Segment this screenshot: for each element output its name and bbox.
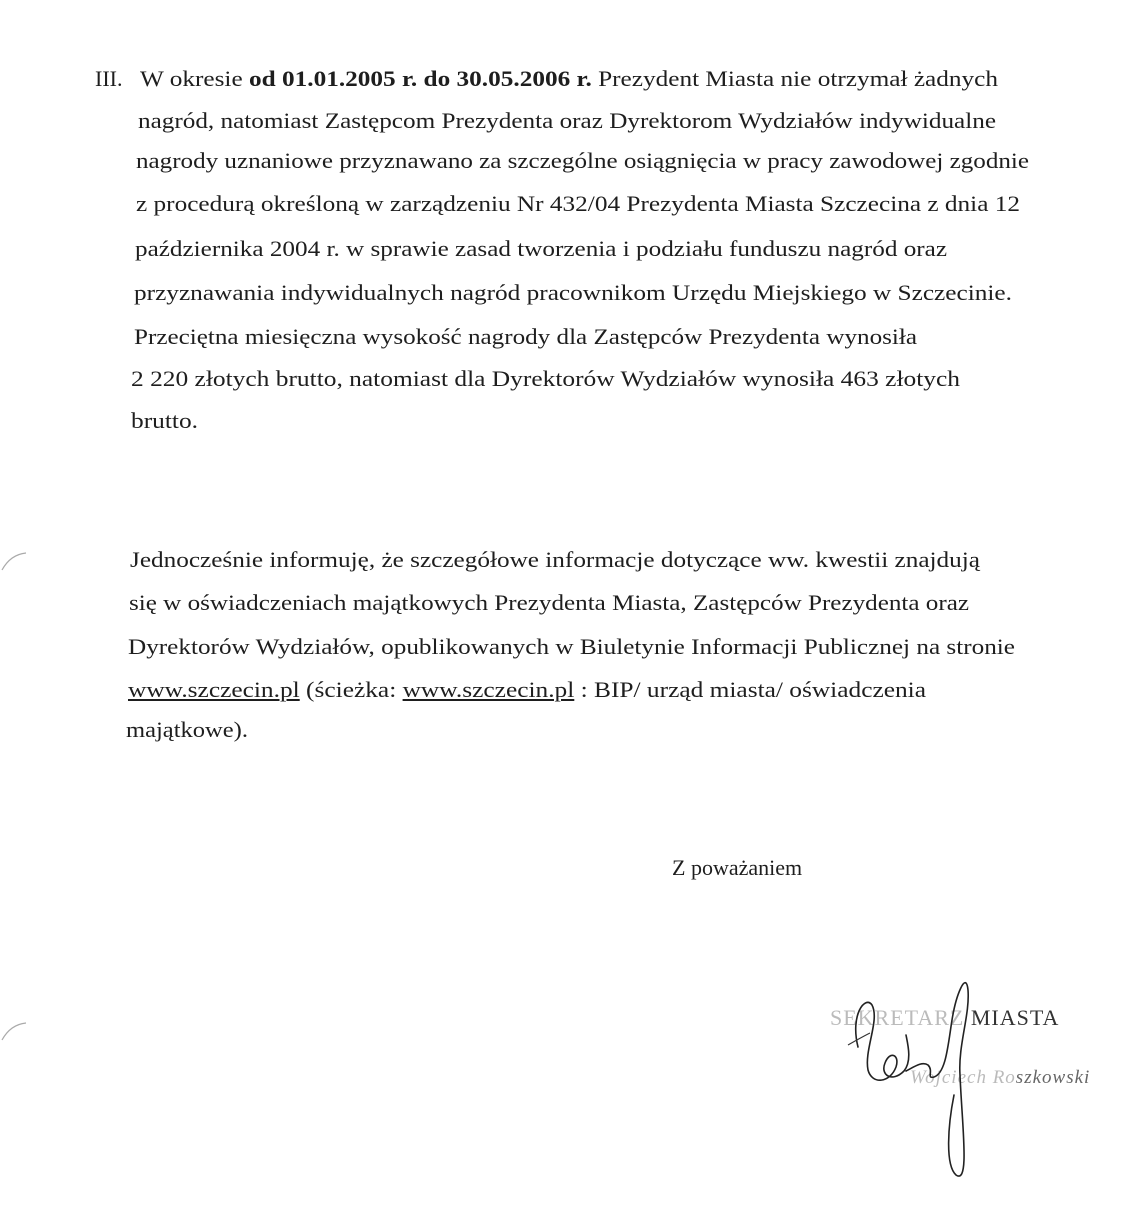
text-line <box>136 189 1020 219</box>
text-line <box>130 545 980 575</box>
text-segment: 2 220 złotych brutto, natomiast dla Dyrektorów Wydziałów wynosiła 463 złotych <box>131 366 960 391</box>
text-line <box>134 278 1012 308</box>
text-line <box>128 632 1015 662</box>
text-line <box>140 64 998 94</box>
text-segment: nagród, natomiast Zastępcom Prezydenta oraz Dyrektorom Wydziałów indywidualne <box>138 108 997 133</box>
text-line <box>128 675 926 705</box>
page-edge-mark <box>0 545 30 575</box>
stamp-name-main: szkowski <box>1015 1067 1091 1088</box>
text-segment: nagrody uznaniowe przyznawano za szczególne osiągnięcia w pracy zawodowej zgodnie <box>136 148 1029 173</box>
official-stamp <box>830 975 1090 1185</box>
text-line <box>131 406 198 436</box>
text-line <box>131 364 960 394</box>
text-line <box>135 234 947 264</box>
text-segment: : BIP/ urząd miasta/ oświadczenia <box>574 677 926 702</box>
text-segment: października 2004 r. w sprawie zasad tworzenia i podziału funduszu nagród oraz <box>135 236 947 261</box>
page-edge-mark <box>0 1015 30 1045</box>
handwritten-signature <box>830 975 1090 1185</box>
text-segment: Dyrektorów Wydziałów, opublikowanych w Biuletynie Informacji Publicznej na stronie <box>128 634 1015 659</box>
text-line <box>134 322 917 352</box>
text-segment: Przeciętna miesięczna wysokość nagrody dla Zastępców Prezydenta wynosiła <box>134 324 917 349</box>
text-segment: W okresie <box>140 66 249 91</box>
closing-salutation: Z poważaniem <box>672 855 803 880</box>
text-line <box>129 588 969 618</box>
text-segment: majątkowe). <box>126 717 248 742</box>
text-line <box>136 146 1029 176</box>
stamp-title-faded: SEKRETARZ <box>830 1005 965 1030</box>
text-segment: Jednocześnie informuję, że szczegółowe informacje dotyczące ww. kwestii znajdują <box>130 547 981 572</box>
url-link[interactable]: www.szczecin.pl <box>128 677 300 702</box>
stamp-title-main: MIASTA <box>970 1005 1060 1030</box>
text-line <box>138 106 996 136</box>
text-segment: się w oświadczeniach majątkowych Prezydenta Miasta, Zastępców Prezydenta oraz <box>129 590 969 615</box>
text-segment: przyznawania indywidualnych nagród pracownikom Urzędu Miejskiego w Szczecinie. <box>134 280 1012 305</box>
stamp-name-faded: Wojciech Ro <box>910 1067 1016 1088</box>
url-link[interactable]: www.szczecin.pl <box>402 677 575 702</box>
text-segment: z procedurą określoną w zarządzeniu Nr 432/04 Prezydenta Miasta Szczecina z dnia 12 <box>136 191 1020 216</box>
text-segment: brutto. <box>131 408 198 433</box>
text-line <box>126 715 248 745</box>
text-segment: Prezydent Miasta nie otrzymał żadnych <box>591 66 998 91</box>
text-segment: (ścieżka: <box>299 677 403 702</box>
section-number: III. <box>95 66 123 91</box>
bold-text: od 01.01.2005 r. do 30.05.2006 r. <box>248 66 592 91</box>
